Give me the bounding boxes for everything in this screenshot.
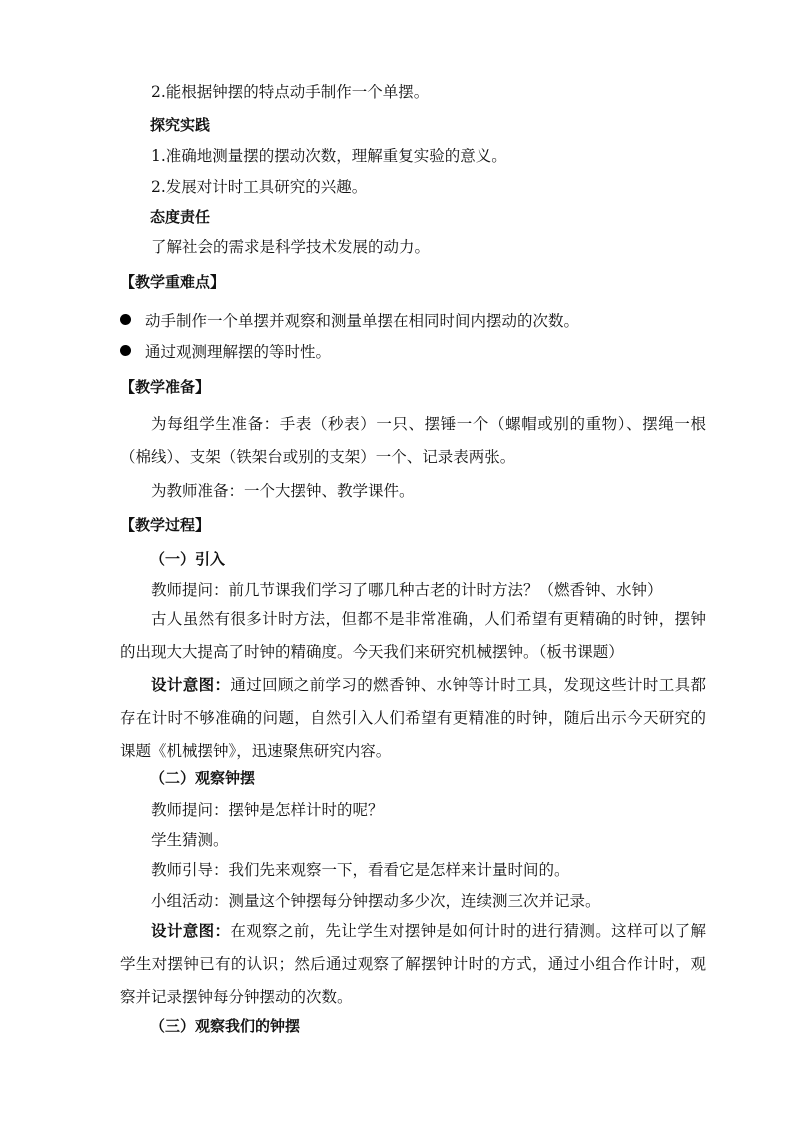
observe-guide: 教师引导：我们先来观察一下，看看它是怎样来计量时间的。 xyxy=(151,861,570,879)
explore-item-1: 1.准确地测量摆的摆动次数，理解重复实验的意义。 xyxy=(151,147,507,165)
design-intent-2 xyxy=(120,915,706,1014)
prep-students: 为每组学生准备：手表（秒表）一只、摆锤一个（螺帽或别的重物）、摆绳一根（棉线）、支架（铁架台或别的支架）一个、记录表两张。 xyxy=(120,415,706,466)
design-intent-text: 在观察之前，先让学生对摆钟是如何计时的进行猜测。这样可以了解学生对摆钟已有的认识；然后通过观察了解摆钟计时的方式，通过小组合作计时，观察并记录摆钟每分钟摆动的次数。 xyxy=(120,922,706,1006)
explore-item-2: 2.发展对计时工具研究的兴趣。 xyxy=(151,178,368,196)
section-observe-our-pendulum: （三）观察我们的钟摆 xyxy=(150,1017,301,1035)
observe-activity: 小组活动：测量这个钟摆每分钟摆动多少次，连续测三次并记录。 xyxy=(151,892,601,910)
observe-question: 教师提问：摆钟是怎样计时的呢？ xyxy=(151,801,384,819)
key-point-text: 动手制作一个单摆并观察和测量单摆在相同时间内摆动的次数。 xyxy=(145,312,580,330)
design-intent-1 xyxy=(120,669,706,768)
key-point-1 xyxy=(120,311,579,331)
design-intent-label: 设计意图： xyxy=(151,922,231,940)
design-intent-text: 通过回顾之前学习的燃香钟、水钟等计时工具，发现这些计时工具都存在计时不够准确的问题，自然引入人们希望有更精准的时钟，随后出示今天研究的课题《机械摆钟》，迅速聚焦研究内容。 xyxy=(120,676,706,760)
prep-teacher: 为教师准备：一个大摆钟、教学课件。 xyxy=(151,482,415,500)
heading-key-points: 【教学重难点】 xyxy=(120,273,226,291)
heading-explore: 探究实践 xyxy=(150,116,211,134)
bullet-icon xyxy=(120,345,131,356)
bullet-icon xyxy=(120,314,131,325)
key-point-text: 通过观测理解摆的等时性。 xyxy=(145,343,332,361)
objective-line: 2.能根据钟摆的特点动手制作一个单摆。 xyxy=(151,83,430,101)
heading-attitude: 态度责任 xyxy=(150,208,211,226)
section-intro: （一）引入 xyxy=(150,550,226,568)
heading-preparation: 【教学准备】 xyxy=(120,378,211,396)
observe-guess: 学生猜测。 xyxy=(151,831,229,849)
intro-paragraph: 古人虽然有很多计时方法，但都不是非常准确，人们希望有更精确的时钟，摆钟的出现大大提高了时钟的精确度。今天我们来研究机械摆钟。（板书课题） xyxy=(120,610,706,661)
attitude-item: 了解社会的需求是科学技术发展的动力。 xyxy=(151,238,431,256)
intro-question: 教师提问：前几节课我们学习了哪几种古老的计时方法？（燃香钟、水钟） xyxy=(151,581,663,599)
design-intent-label: 设计意图： xyxy=(151,676,231,694)
key-point-2 xyxy=(120,342,331,362)
section-observe-clock: （二）观察钟摆 xyxy=(150,769,256,787)
heading-process: 【教学过程】 xyxy=(120,516,211,534)
